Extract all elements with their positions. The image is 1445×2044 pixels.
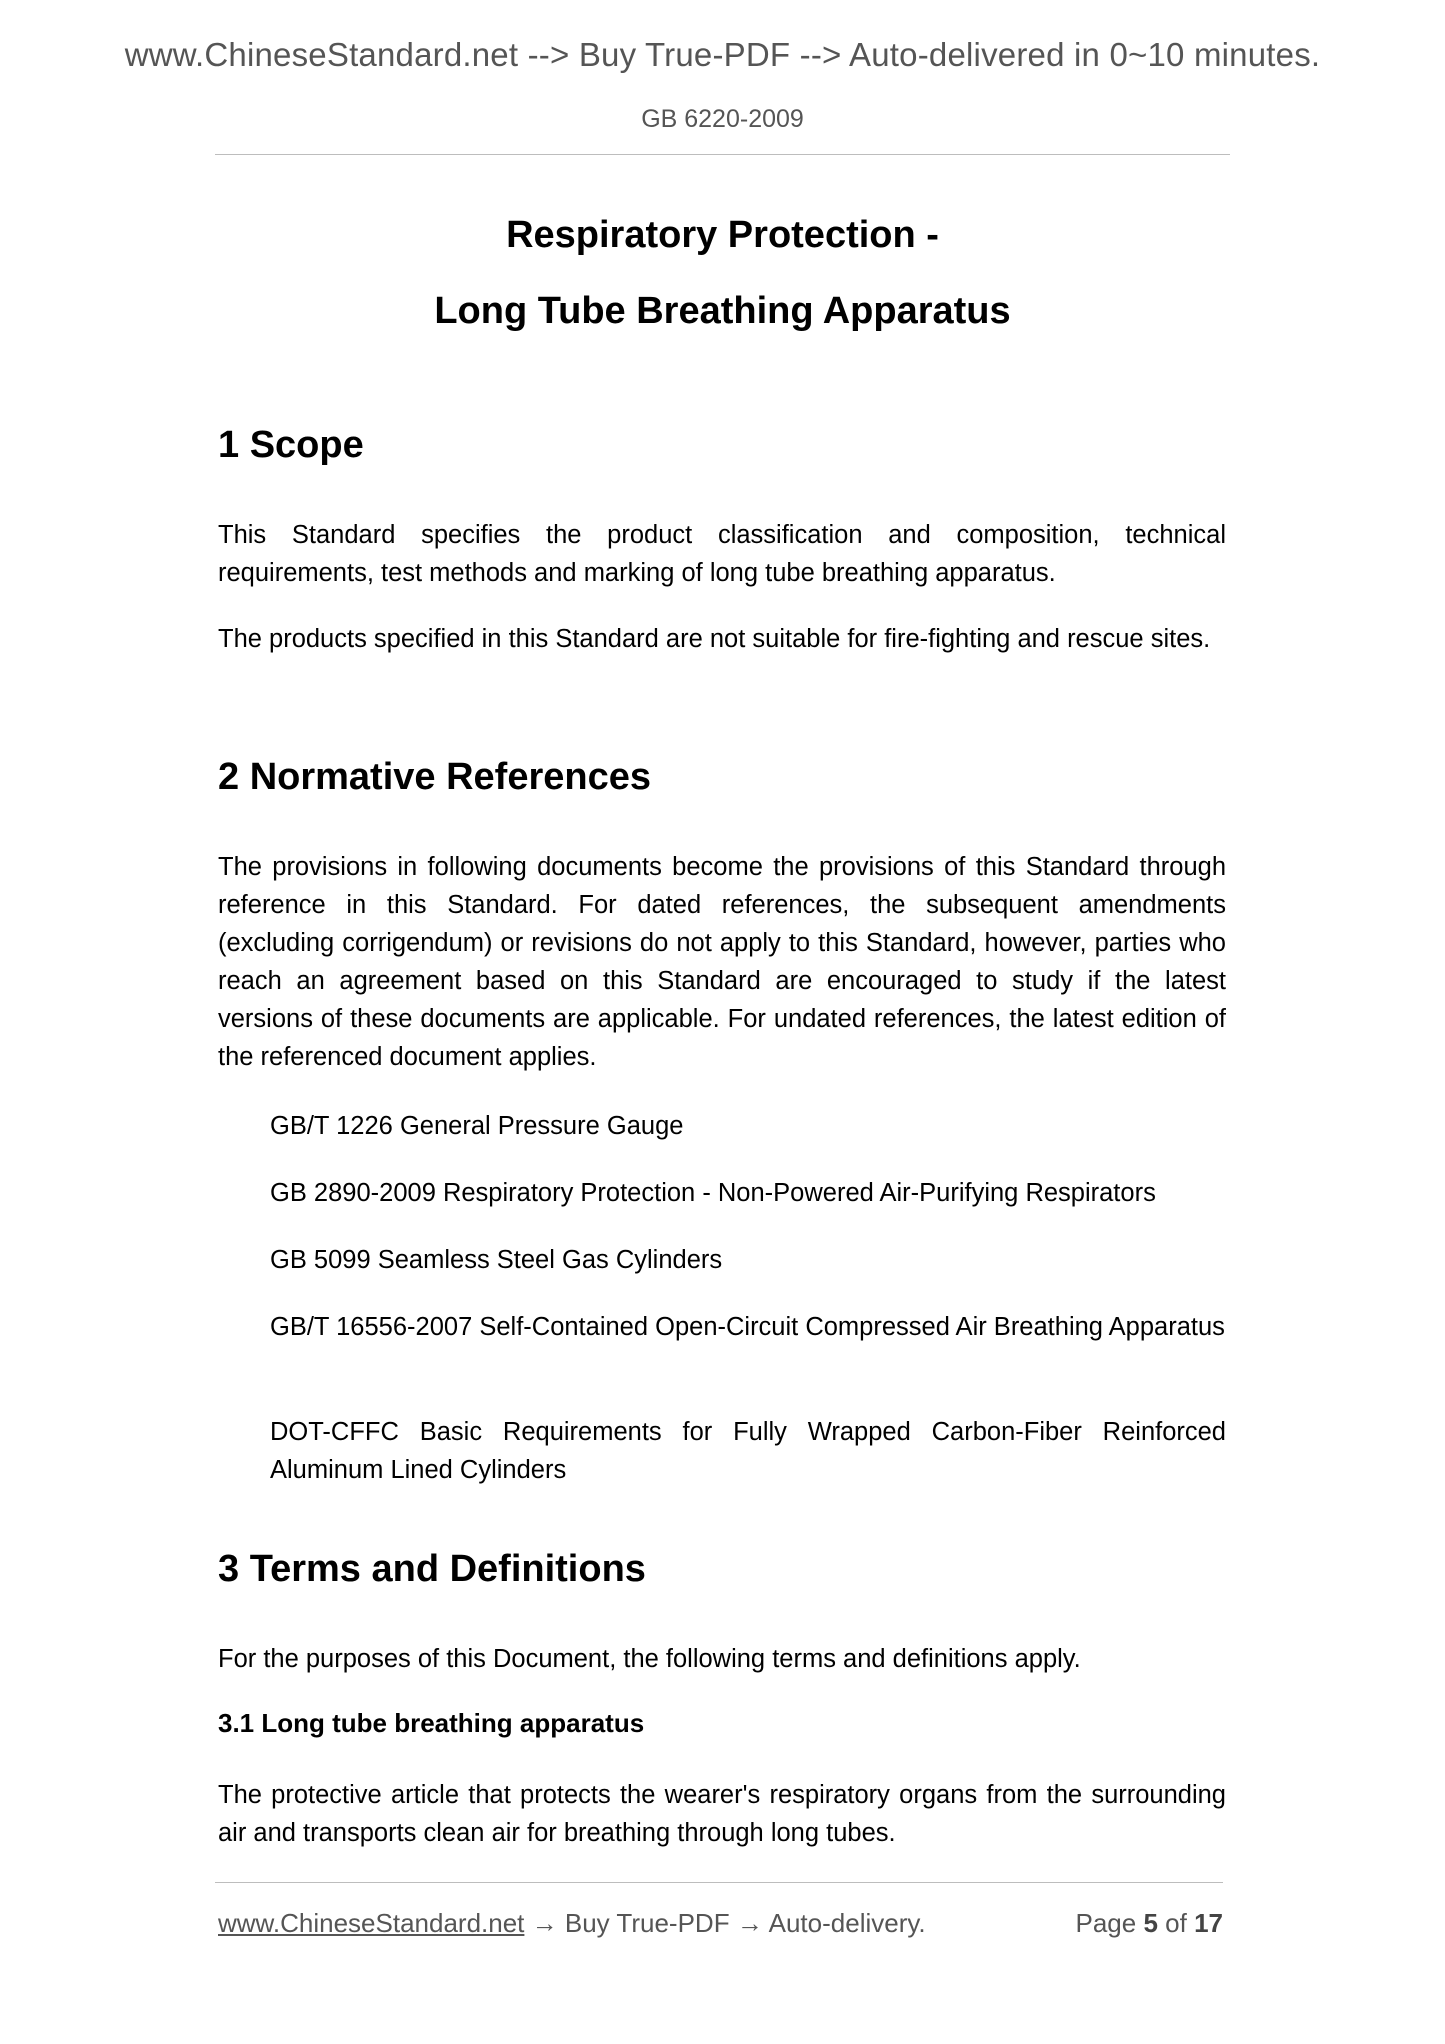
document-title-line-2: Long Tube Breathing Apparatus (434, 290, 1011, 332)
page-number (1075, 1908, 1223, 1939)
header-banner: www.ChineseStandard.net --> Buy True-PDF --> Auto-delivered in 0~10 minutes. (124, 36, 1321, 73)
footer-divider (215, 1882, 1223, 1883)
section-heading-terms-definitions: 3 Terms and Definitions (218, 1548, 646, 1590)
page-total: 17 (1194, 1908, 1223, 1938)
footer-delivery-text: Auto-delivery. (768, 1908, 926, 1938)
footer-site-link[interactable]: www.ChineseStandard.net (218, 1908, 525, 1938)
scope-paragraph-1: This Standard specifies the product classification and composition, technical requirements, test methods and marking of long tube breathing apparatus. (218, 521, 1226, 587)
terms-paragraph: For the purposes of this Document, the following terms and definitions apply. (218, 1645, 1081, 1673)
reference-item: GB/T 1226 General Pressure Gauge (270, 1112, 684, 1140)
subsection-heading-3-1: 3.1 Long tube breathing apparatus (218, 1708, 645, 1738)
reference-item: GB 5099 Seamless Steel Gas Cylinders (270, 1246, 723, 1274)
page-current: 5 (1143, 1908, 1158, 1938)
reference-item: DOT-CFFC Basic Requirements for Fully Wrapped Carbon-Fiber Reinforced Aluminum Lined Cylinders (270, 1418, 1226, 1484)
document-id: GB 6220-2009 (641, 105, 804, 133)
section-heading-scope: 1 Scope (218, 424, 364, 466)
reference-item: GB 2890-2009 Respiratory Protection - Non-Powered Air-Purifying Respirators (270, 1179, 1156, 1207)
header-divider (215, 154, 1230, 155)
section-heading-normative-references: 2 Normative References (218, 756, 651, 798)
page-of: of (1165, 1908, 1187, 1938)
scope-paragraph-2: The products specified in this Standard are not suitable for fire-fighting and rescue sites. (218, 625, 1211, 653)
page-label: Page (1075, 1908, 1137, 1938)
arrow-right-icon: → (736, 1908, 763, 1938)
normative-paragraph: The provisions in following documents become the provisions of this Standard through reference in this Standard. For dated references, the subsequent amendments (excluding corrigendum) or revisions do not apply to this Standard, however, parties who reach an agreement based on this Standard are encouraged to study if the latest versions of these documents are applicable. For undated references, the latest edition of the referenced document applies. (218, 853, 1226, 1071)
document-title-line-1: Respiratory Protection - (506, 214, 939, 256)
definition-paragraph: The protective article that protects the wearer's respiratory organs from the surrounding air and transports clean air for breathing through long tubes. (218, 1781, 1226, 1847)
arrow-right-icon: → (531, 1908, 558, 1938)
reference-item: GB/T 16556-2007 Self-Contained Open-Circuit Compressed Air Breathing Apparatus (270, 1313, 1225, 1341)
footer-buy-text: Buy True-PDF (564, 1908, 730, 1938)
